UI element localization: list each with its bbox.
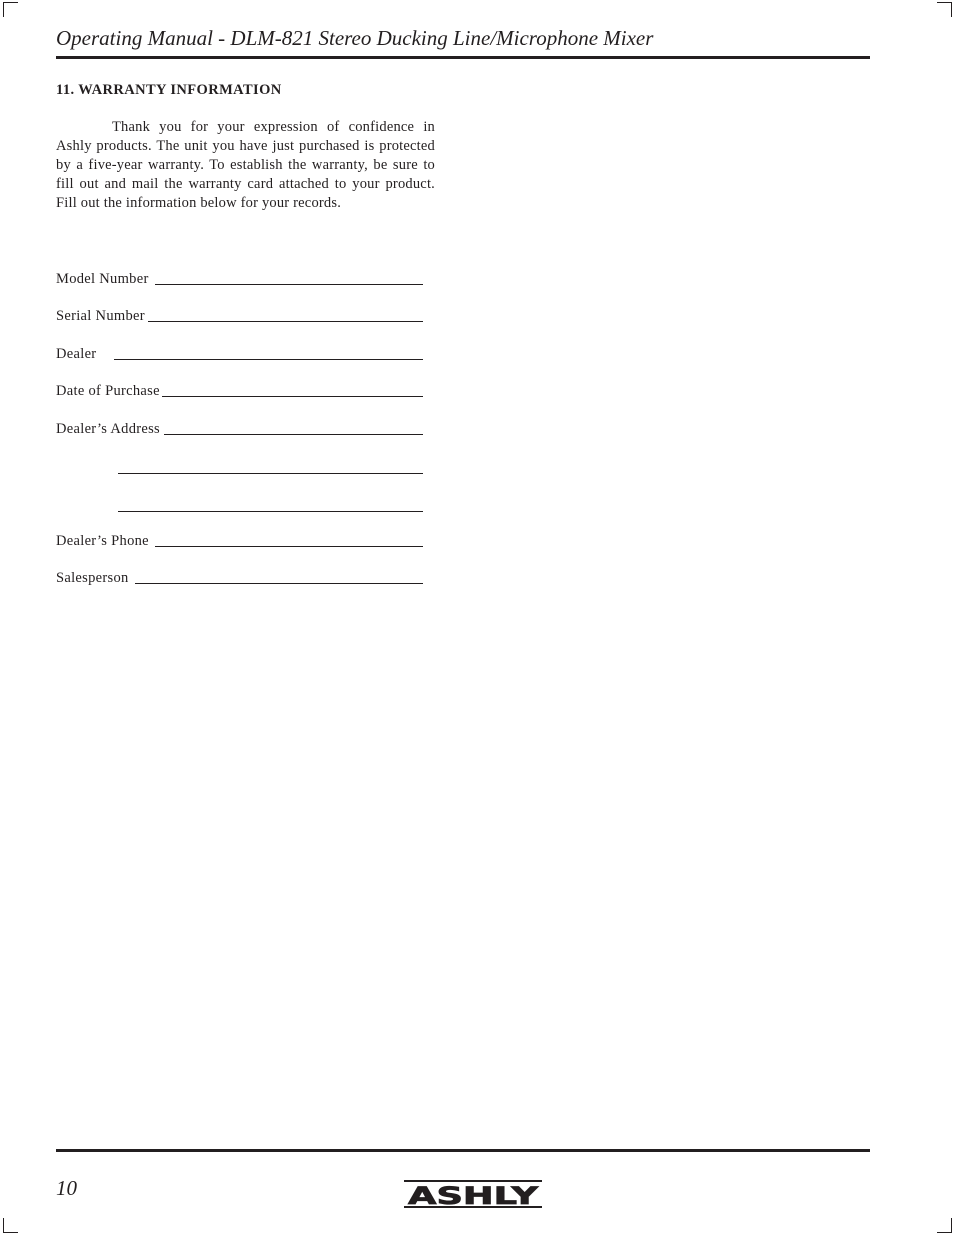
- serial-number-blank[interactable]: [148, 307, 423, 322]
- page-number: 10: [56, 1176, 77, 1200]
- crop-mark-bottom-left: [3, 1218, 18, 1233]
- date-of-purchase-field[interactable]: [56, 380, 423, 400]
- salesperson-field[interactable]: [56, 567, 423, 587]
- section-heading: 11. WARRANTY INFORMATION: [56, 82, 282, 98]
- model-number-blank[interactable]: [155, 270, 423, 285]
- crop-mark-top-left: [3, 2, 18, 17]
- dealer-label: Dealer: [56, 346, 97, 362]
- dealers-address-blank[interactable]: [164, 420, 423, 435]
- dealers-address-field[interactable]: [56, 418, 423, 438]
- date-of-purchase-blank[interactable]: [162, 382, 423, 397]
- logo-wordmark: ASHLY: [408, 1182, 539, 1210]
- footer-rule: [56, 1149, 870, 1152]
- salesperson-label: Salesperson: [56, 570, 129, 586]
- dealers-phone-field[interactable]: [56, 530, 423, 550]
- date-of-purchase-label: Date of Purchase: [56, 383, 160, 399]
- dealers-phone-blank[interactable]: [155, 532, 423, 547]
- dealer-field[interactable]: [56, 343, 423, 363]
- header-rule: [56, 56, 870, 59]
- dealer-blank[interactable]: [114, 345, 423, 360]
- model-number-label: Model Number: [56, 271, 149, 287]
- page-header-title: Operating Manual - DLM-821 Stereo Ducking Line/Microphone Mixer: [56, 26, 654, 50]
- ashly-logo: [403, 1177, 543, 1211]
- dealers-address-label: Dealer’s Address: [56, 421, 160, 437]
- serial-number-field[interactable]: [56, 305, 423, 325]
- dealers-address-line-3[interactable]: [118, 510, 423, 512]
- crop-mark-bottom-right: [937, 1218, 952, 1233]
- dealers-address-line-2[interactable]: [118, 472, 423, 474]
- serial-number-label: Serial Number: [56, 308, 145, 324]
- salesperson-blank[interactable]: [135, 569, 423, 584]
- crop-mark-top-right: [937, 2, 952, 17]
- intro-paragraph: Thank you for your expression of confidence in Ashly products. The unit you have just purchased is protected by a five-year warranty. To establish the warranty, be sure to fill out and mail the warranty card attached to your product. Fill out the information below for your records.: [56, 119, 435, 211]
- model-number-field[interactable]: [56, 268, 423, 288]
- dealers-phone-label: Dealer’s Phone: [56, 533, 149, 549]
